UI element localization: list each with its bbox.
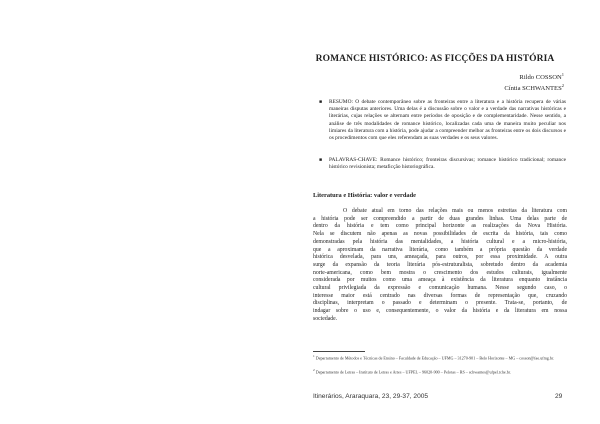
author-name: Cíntia SCHWANTES	[504, 85, 562, 93]
section-heading: Literatura e História: valor e verdade	[313, 192, 416, 199]
author-name: Rildo COSSON	[519, 74, 562, 82]
body-line: Nela se discutem não apenas as novas possibilidades de escrita da história, tais como	[313, 231, 567, 238]
body-line: considerada por muitos como uma ameaça à existência da literatura enquanto instância	[313, 277, 567, 284]
page-number: 29	[555, 393, 563, 400]
author-schwantes	[504, 83, 564, 92]
body-line: que a aproximam da narrativa literária, como também a própria questão da verdade	[313, 246, 567, 253]
footnote-marker: 2	[313, 368, 315, 372]
body-line: dentro da história e tem como principal horizonte as realizações da Nova História.	[313, 223, 567, 230]
keywords-block	[319, 157, 566, 171]
body-line: a história pode ser compreendido a partir de duas grandes linhas. Uma delas parte de	[313, 215, 567, 222]
author-note-marker: 1	[561, 72, 564, 77]
body-line: demonstradas pela história das mentalidades, a história cultural e a micro-história,	[313, 238, 567, 245]
footnote-marker: 1	[313, 354, 315, 358]
footnote-rule	[313, 351, 365, 352]
body-line: norte-americana, como bem mostra o crescimento dos estudos culturais, igualmente	[313, 269, 567, 276]
abstract-text: O debate contemporâneo sobre as fronteiras entre a literatura e a história recupera de várias maneiras disputas anteriores. Uma delas é a discussão sobre o valor e a verdade das narrativas históricas e literárias, cujas relações se alternam entre períodos de oposição e de complementaridade. Nesse sentido, a análise de três modalidades de romance histórico, localizadas cada uma de maneira muito peculiar nos limiares da literatura com a história, pode ajudar a compreender melhor as fronteiras entre os dois discursos e os procedimentos com que eles referendam as suas verdades e os seus valores.	[329, 99, 566, 142]
author-cosson	[519, 72, 564, 81]
footnote-2	[313, 368, 567, 375]
body-line: interesse maior está centrado nas diversas formas de representação que, cruzando	[313, 292, 567, 299]
footnote-text: Departamento de Letras – Instituto de Letras e Artes – UFPEL – 96020-900 – Pelotas – RS – schwantes@ufpel.tche.br.	[315, 369, 511, 375]
abstract-block	[319, 99, 566, 142]
body-line: sociedade.	[313, 315, 338, 322]
keywords-label: PALAVRAS-CHAVE:	[329, 157, 378, 163]
bullet-square-icon: ■	[319, 100, 323, 105]
author-note-marker: 2	[561, 83, 564, 88]
journal-footer: Itinerários, Araraquara, 23, 29-37, 2005	[313, 393, 429, 400]
abstract-label: RESUMO:	[329, 99, 353, 105]
body-line: disciplinas, interpretam o passado e determinam o presente. Trata-se, portanto, de	[313, 300, 567, 307]
body-line: surge da expansão da teoria literária pós-estruturalista, sobretudo dentro da academia	[313, 261, 567, 268]
body-line: indagar sobre o uso e, consequentemente, o valor da história e da literatura em nossa	[313, 308, 567, 315]
article-title: ROMANCE HISTÓRICO: AS FICÇÕES DA HISTÓRIA	[315, 54, 555, 64]
body-paragraph	[313, 208, 567, 324]
bullet-square-icon: ■	[319, 158, 323, 163]
footnote-1	[313, 354, 567, 361]
body-line: histórica desvelada, para uns, ameaçada, para outros, por essa proximidade. A outra	[313, 254, 567, 261]
keywords-text: Romance histórico; fronteiras discursivas; romance histórico tradicional; romance histórico revisionista; metaficção historiográfica.	[329, 157, 566, 171]
body-line: cultural privilegiada da expressão e comunicação humana. Nesse segundo caso, o	[313, 285, 567, 292]
footnote-text: Departamento de Métodos e Técnicas de Ensino – Faculdade de Educação – UFMG – 31270-901 – Belo Horizonte – MG – cosson@fae.ufmg.br.	[315, 355, 555, 361]
body-line: O debate atual em torno das relações mais ou menos estreitas da literatura com	[343, 208, 567, 214]
